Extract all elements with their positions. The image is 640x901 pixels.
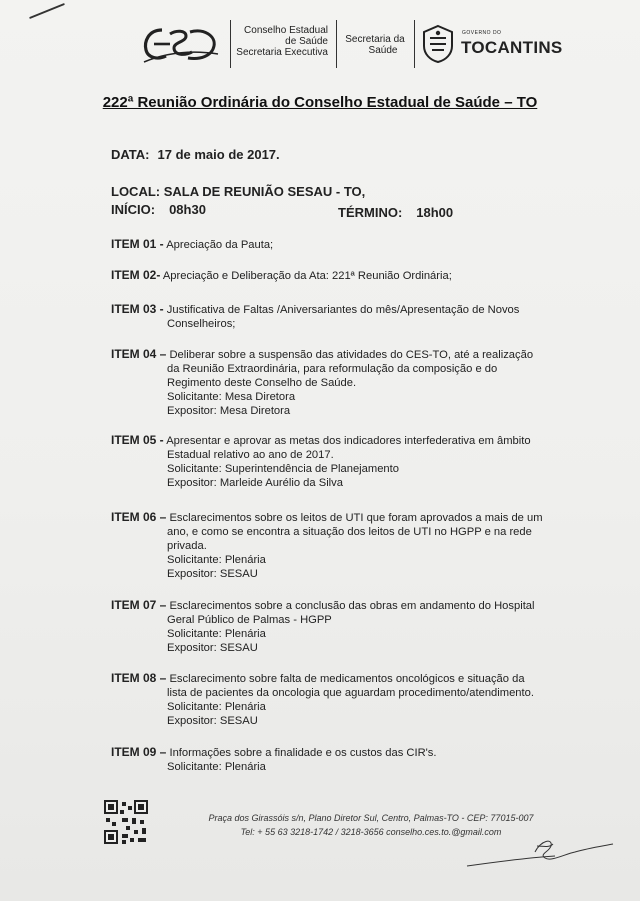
agenda-item: ITEM 05 - Apresentar e aprovar as metas dos indicadores interfederativa em âmbito Estadual relativo ao ano de 2017. Solicitante: Superintendência de Planejamento Expositor: Marleide Aurélio da Silva bbox=[111, 433, 531, 489]
agenda-item: ITEM 06 – Esclarecimentos sobre os leitos de UTI que foram aprovados a mais de um ano, e como se encontra a situação dos leitos de UTI no HGPP e na rede privada. Solicitante: Plenária Expositor: SESAU bbox=[111, 510, 543, 580]
letterhead bbox=[140, 18, 580, 74]
secretaria-name: Secretaria da Saúde bbox=[345, 34, 405, 56]
meta-start: INÍCIO: 08h30 bbox=[111, 202, 206, 217]
agenda-item: ITEM 04 – Deliberar sobre a suspensão das atividades do CES-TO, até a realização da Reunião Extraordinária, para reformulação da composição e do Regimento deste Conselho de Saúde. Solicitante: Mesa Diretora Expositor: Mesa Diretora bbox=[111, 347, 534, 417]
ces-logo-icon bbox=[140, 22, 220, 66]
agenda-item: ITEM 09 – Informações sobre a finalidade e os custos das CIR's. Solicitante: Plenária bbox=[111, 745, 437, 773]
meta-date: DATA: 17 de maio de 2017. bbox=[111, 147, 280, 162]
header-divider bbox=[414, 20, 415, 68]
agenda-item: ITEM 01 - Apreciação da Pauta; bbox=[111, 237, 274, 251]
agenda-item: ITEM 03 - Justificativa de Faltas /Aniversariantes do mês/Apresentação de Novos Conselheiros; bbox=[111, 302, 520, 330]
tocantins-seal-icon bbox=[420, 24, 456, 64]
footer-contact: Tel: + 55 63 3218-1742 / 3218-3656 conselho.ces.to.@gmail.com bbox=[240, 827, 502, 837]
footer-address: Praça dos Girassóis s/n, Plano Diretor Sul, Centro, Palmas-TO - CEP: 77015-007 bbox=[208, 813, 534, 823]
header-divider bbox=[230, 20, 231, 68]
meta-location: LOCAL: SALA DE REUNIÃO SESAU - TO, bbox=[111, 184, 366, 199]
signature-icon bbox=[465, 822, 615, 876]
agenda-item: ITEM 02- Apreciação e Deliberação da Ata: 221ª Reunião Ordinária; bbox=[111, 268, 452, 282]
agenda-item: ITEM 07 – Esclarecimentos sobre a conclusão das obras em andamento do Hospital Geral Público de Palmas - HGPP Solicitante: Plenária Expositor: SESAU bbox=[111, 598, 535, 654]
pen-mark bbox=[29, 3, 65, 19]
page-title: 222ª Reunião Ordinária do Conselho Estadual de Saúde – TO bbox=[102, 94, 538, 111]
header-divider bbox=[336, 20, 337, 68]
governo-label: GOVERNO DO bbox=[462, 30, 502, 36]
agenda-item: ITEM 08 – Esclarecimento sobre falta de medicamentos oncológicos e situação da lista de pacientes da oncologia que aguardam procedimento/atendimento. Solicitante: Plenária Expositor: SESAU bbox=[111, 671, 534, 727]
meta-end: TÉRMINO: 18h00 bbox=[338, 205, 454, 220]
qr-code-icon bbox=[104, 800, 148, 844]
council-name: Conselho Estadual de Saúde Secretaria Executiva bbox=[236, 25, 328, 58]
state-name: TOCANTINS bbox=[461, 38, 563, 57]
